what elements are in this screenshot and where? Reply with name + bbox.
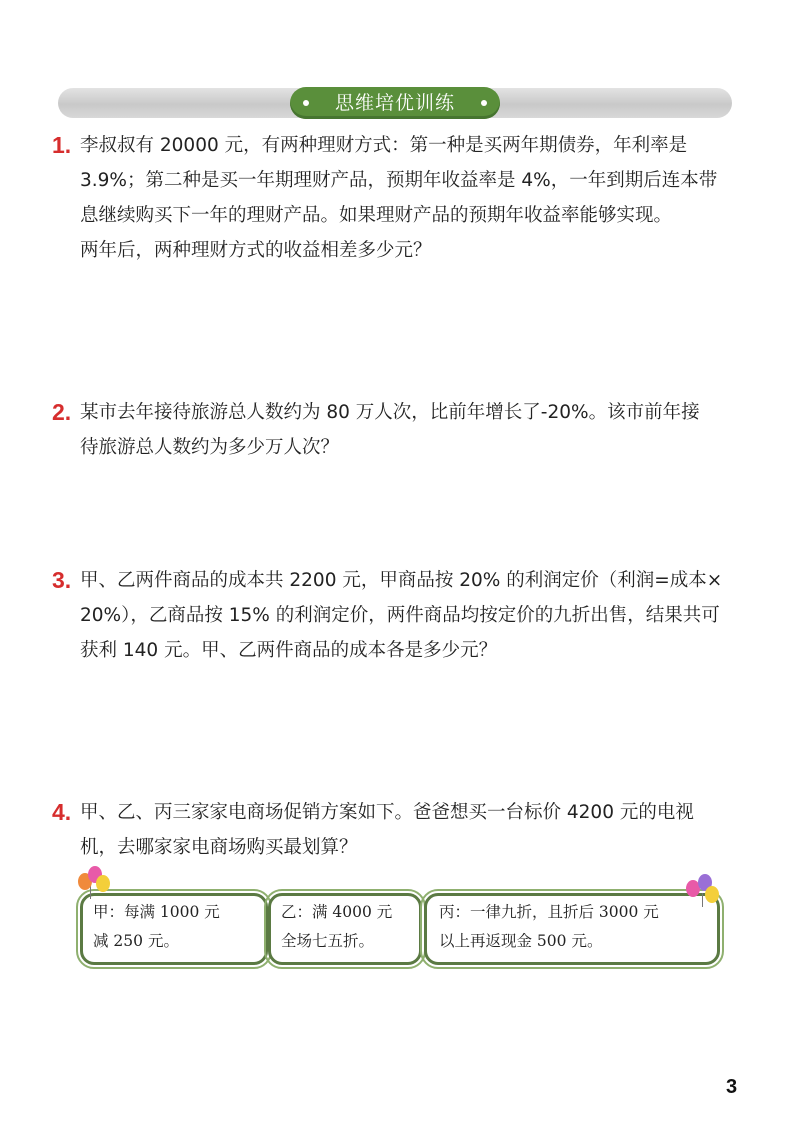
- promo-box-a: [80, 893, 268, 965]
- question-text-line: 李叔叔有 20000 元，有两种理财方式：第一种是买两年期债券，年利率是: [80, 135, 688, 156]
- bullet-dot-icon: [303, 100, 309, 106]
- promo-text-line: 全场七五折。: [281, 932, 375, 950]
- bullet-dot-icon: [481, 100, 487, 106]
- question-number: 1.: [52, 132, 72, 158]
- question-number: 4.: [52, 799, 72, 825]
- question-1: [52, 128, 752, 268]
- promo-box-c: [424, 893, 720, 965]
- question-text-line: 甲、乙两件商品的成本共 2200 元，甲商品按 20% 的利润定价（利润=成本×: [80, 570, 723, 591]
- section-title: 思维培优训练: [334, 92, 455, 114]
- question-text-line: 待旅游总人数约为多少万人次？: [80, 437, 340, 458]
- question-text-line: 某市去年接待旅游总人数约为 80 万人次，比前年增长了-20%。该市前年接: [80, 402, 700, 423]
- question-4: [52, 795, 752, 865]
- page-number: 3: [726, 1076, 738, 1098]
- question-text-line: 20%），乙商品按 15% 的利润定价，两件商品均按定价的九折出售，结果共可: [80, 605, 720, 626]
- question-text-line: 两年后，两种理财方式的收益相差多少元？: [80, 240, 432, 261]
- question-text-line: 机，去哪家家电商场购买最划算？: [80, 837, 358, 858]
- question-text-line: 息继续购买下一年的理财产品。如果理财产品的预期年收益率能够实现。: [80, 205, 673, 226]
- promo-text-line: 乙：满 4000 元: [281, 903, 393, 921]
- promo-text-line: 减 250 元。: [93, 932, 179, 950]
- section-title-pill: [290, 87, 500, 119]
- question-text-line: 甲、乙、丙三家家电商场促销方案如下。爸爸想买一台标价 4200 元的电视: [80, 802, 694, 823]
- question-number: 3.: [52, 567, 72, 593]
- promo-box-b: [268, 893, 422, 965]
- question-number: 2.: [52, 399, 72, 425]
- balloon-string: [702, 893, 703, 907]
- promo-text-line: 甲：每满 1000 元: [93, 903, 220, 921]
- promo-text-line: 丙：一律九折，且折后 3000 元: [439, 903, 659, 921]
- balloon-icon: [96, 875, 110, 892]
- question-2: [52, 395, 752, 465]
- question-3: [52, 563, 752, 668]
- promo-text-line: 以上再返现金 500 元。: [439, 932, 603, 950]
- balloon-icon: [705, 886, 719, 903]
- question-text-line: 获利 140 元。甲、乙两件商品的成本各是多少元？: [80, 640, 498, 661]
- question-text-line: 3.9%；第二种是买一年期理财产品，预期年收益率是 4%，一年到期后连本带: [80, 170, 718, 191]
